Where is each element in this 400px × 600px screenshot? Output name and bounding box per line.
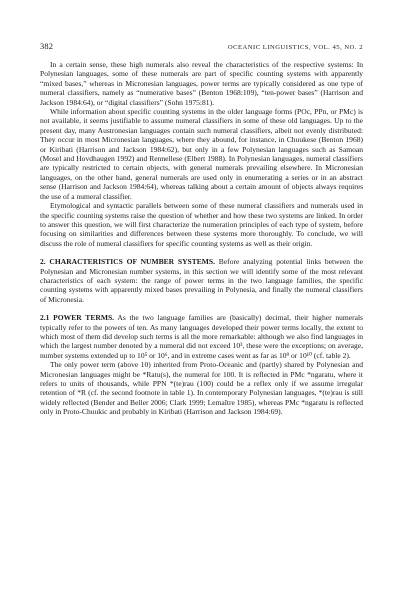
section-2-paragraph [40, 257, 363, 304]
section-2-1-paragraph [40, 313, 363, 360]
journal-page [40, 42, 363, 417]
section-2-1-text: As the two language families are (basically) decimal, their higher numerals typically refer to the powers of ten. As many languages developed their power terms locally, the extent to which most of them did develop such terms is all the more remarkable: although we also find languages in which the largest number denoted by a numeral did not exceed 10³, these were the exceptions; on average, number systems extended up to 10⁵ or 10⁶, and in extreme cases went as far as 10⁹ or 10¹⁰ (cf. table 2). [40, 313, 363, 360]
page-number: 382 [40, 42, 54, 51]
section-2-text: Before analyzing potential links between the Polynesian and Micronesian number systems, in this section we will identify some of the most relevant characteristics of each system: the range of power terms in the two language families, the specific counting systems with apparently mixed bases prevailing in Polynesia, and finally the numeral classifiers of Micronesia. [40, 257, 363, 304]
body-paragraph-1: In a certain sense, these high numerals also reveal the characteristics of the respective systems: In Polynesian languages, some of these numerals are part of specific counting systems with apparently “mixed bases,” whereas in Micronesian languages, power terms are typically considered as one type of numeral classifiers, namely as “numerative bases” (Benton 1968:109), “ten-power bases” (Harrison and Jackson 1984:64), or “digital classifiers” (Sohn 1975:81). [40, 60, 363, 107]
body-paragraph-3: Etymological and syntactic parallels between some of these numeral classifiers and numerals used in the specific counting systems raise the question of whether and how these two systems are linked. In order to answer this question, we will first characterize the numeration principles of each type of system, before focusing on similarities and differences between these systems more thoroughly. To conclude, we will discuss the role of numeral classifiers for specific counting systems as well as their origin. [40, 201, 363, 248]
journal-title: OCEANIC LINGUISTICS, VOL. 45, NO. 2 [227, 44, 363, 51]
section-2-heading: 2. CHARACTERISTICS OF NUMBER SYSTEMS. [40, 257, 216, 267]
section-2-1-heading: 2.1 POWER TERMS. [40, 313, 115, 323]
running-head [40, 42, 363, 51]
section-2-1-paragraph-2: The only power term (above 10) inherited from Proto-Oceanic and (partly) shared by Polynesian and Micronesian languages might be *Ratu(s), the numeral for 100. It is reflected in PMc *ngaratu, where it refers to units of thousands, while PPN *(te)rau (100) could be a reflex only if we assume irregular retention of *R (cf. the second footnote in table 1). In contemporary Polynesian languages, *(te)rau is still widely reflected (Bender and Beller 2006; Clark 1999; Lemaître 1985), whereas PMc *ngaratu is reflected only in Proto-Chuukic and probably in Kiribati (Harrison and Jackson 1984:69). [40, 360, 363, 417]
body-paragraph-2: While information about specific counting systems in the older language forms (POc, PPn, or PMc) is not available, it seems justifiable to assume numeral classifiers in some of these old languages. Up to the present day, many Austronesian languages contain such numeral classifiers, albeit not evenly distributed: They occur in most Micronesian languages, where they abound, for instance, in Chuukese (Benton 1968) or Kiribati (Harrison and Jackson 1984:62), but only in a few Polynesian languages such as Samoan (Mosel and Hovdhaugen 1992) and Rennellese (Elbert 1988). In Polynesian languages, numeral classifiers are typically restricted to certain objects, with general numerals prevailing elsewhere. In Micronesian languages, on the other hand, general numerals are used only in enumerating a series or in an abstract sense (Harrison and Jackson 1984:64), whereas talking about a certain amount of objects always requires the use of a numeral classifier. [40, 107, 363, 201]
